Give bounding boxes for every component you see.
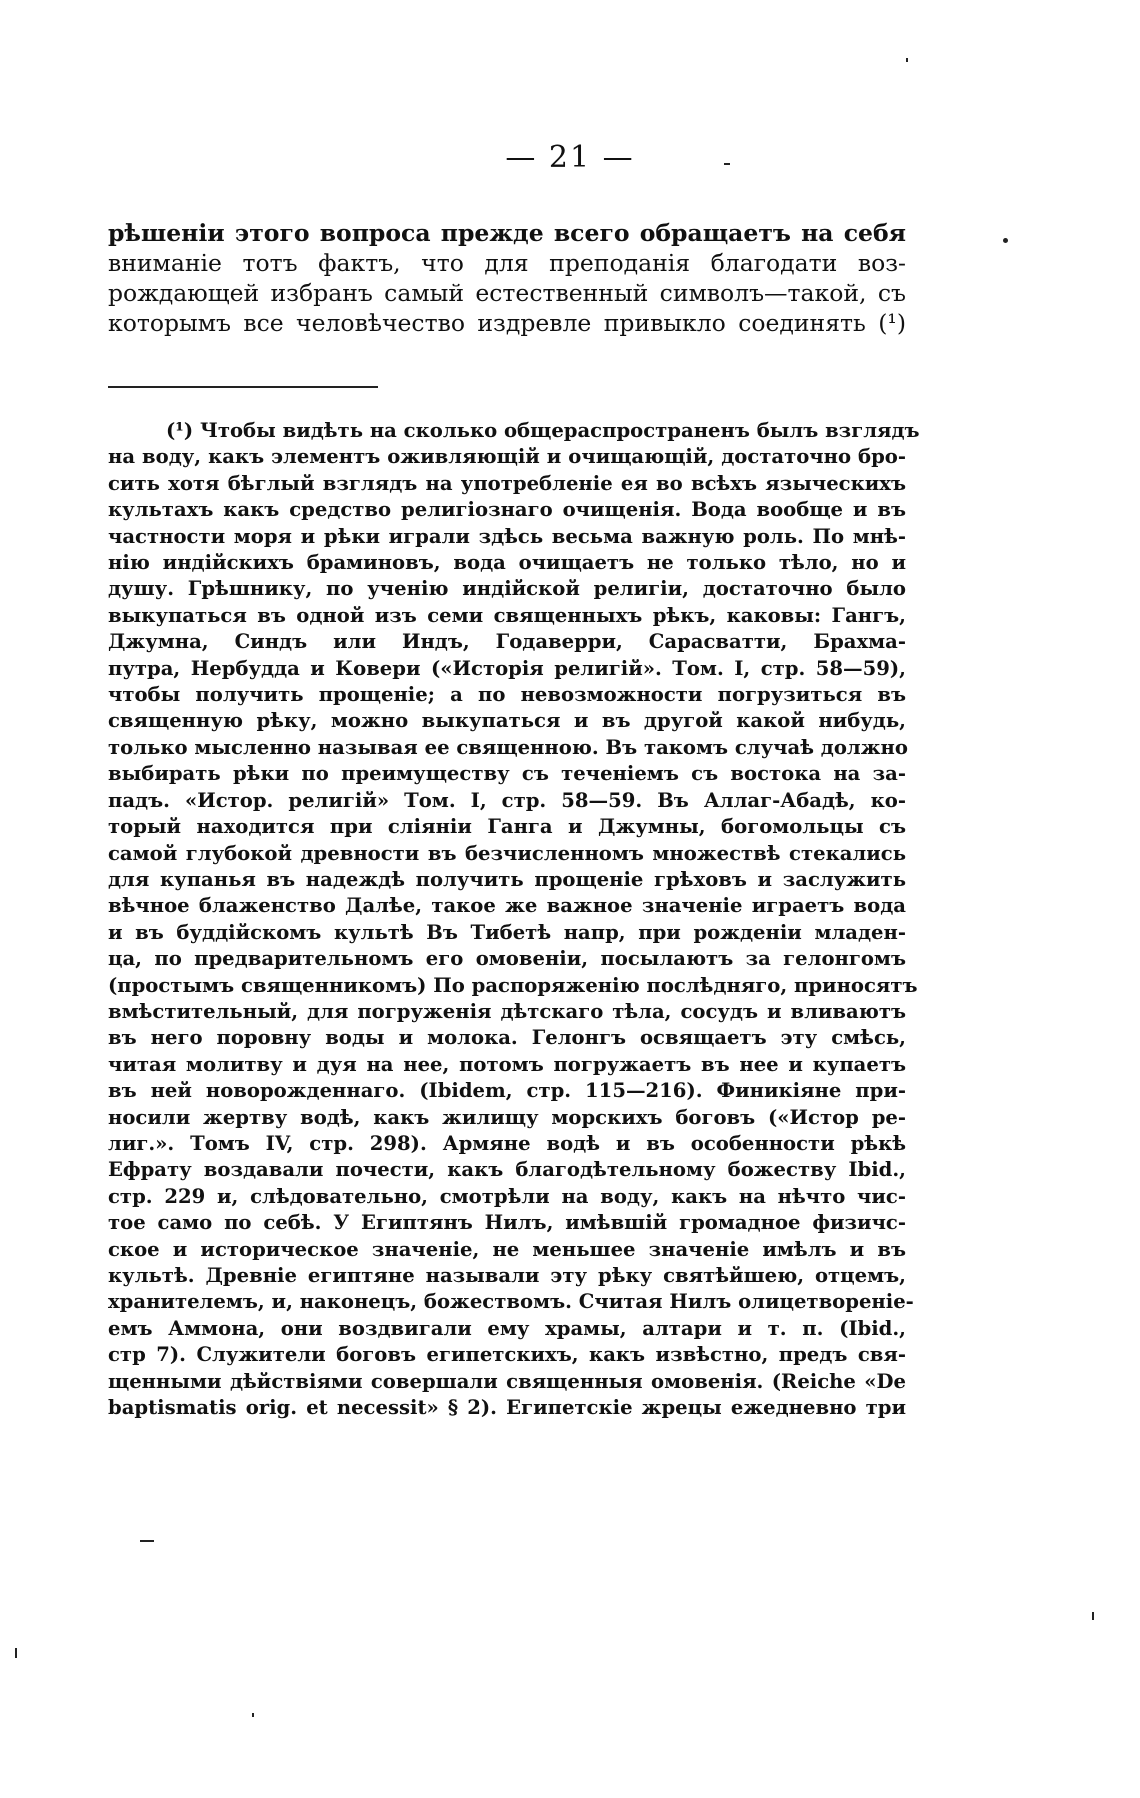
footnote-line: Джумна, Синдъ или Индъ, Годаверри, Сарасватти, Брахма- [108,630,906,654]
footnote-line: выкупаться въ одной изъ семи священныхъ рѣкъ, каковы: Гангъ, [108,603,906,627]
footnote-line: тое само по себѣ. У Египтянъ Нилъ, имѣвшій громадное физичс- [108,1211,906,1235]
scan-speck [252,1713,254,1717]
footnote-line: baptismatis orig. et necessit» § 2). Египетскіе жрецы ежедневно три [108,1396,906,1420]
main-text-line: рѣшеніи этого вопроса прежде всего обращаетъ на себя [108,219,906,247]
footnote-line: чтобы получить прощеніе; а по невозможности погрузиться въ [108,683,906,707]
scan-speck [140,1540,154,1542]
footnote-line: (простымъ священникомъ) По распоряженію послѣдняго, приносятъ [108,973,918,997]
footnote-line: путра, Нербудда и Ковери («Исторія религій». Том. I, стр. 58—59), [108,656,906,680]
footnote-line: ское и историческое значеніе, не меньшее значеніе имѣлъ и въ [108,1237,906,1261]
footnote-line: въ него поровну воды и молока. Гелонгъ освящаетъ эту смѣсь, [108,1026,906,1050]
scan-speck [906,58,908,62]
footnote-line: въ ней новорожденнаго. (Ibidem, стр. 115—216). Финикіяне при- [108,1079,906,1103]
footnote-line: сить хотя бѣглый взглядъ на употребленіе ея во всѣхъ языческихъ [108,471,906,495]
footnote-line: щенными дѣйствіями совершали священныя омовенія. (Reiche «De [108,1369,906,1393]
main-text-line: вниманіе тотъ фактъ, что для преподанія благодати воз- [108,249,906,277]
footnote-line: самой глубокой древности въ безчисленномъ множествѣ стекались [108,841,906,865]
scan-speck [724,163,730,165]
footnote-line: и въ буддійскомъ культѣ Въ Тибетѣ напр, при рожденіи младен- [108,920,906,944]
footnote-line: вѣчное блаженство Далѣе, такое же важное значеніе играетъ вода [108,894,906,918]
page-number: — 21 — [505,140,635,175]
footnote-line: падъ. «Истор. религій» Том. I, стр. 58—59. Въ Аллаг-Абадѣ, ко- [108,788,906,812]
scan-speck [1092,1612,1094,1620]
footnote [108,418,920,1421]
footnote-line: ца, по предварительномъ его омовеніи, посылаютъ за гелонгомъ [108,947,906,971]
footnote-line: лиг.». Томъ IV, стр. 298). Армяне водѣ и въ особенности рѣкѣ [108,1131,906,1155]
main-text-line: рождающей избранъ самый естественный символъ—такой, съ [108,279,906,307]
footnote-line: священную рѣку, можно выкупаться и въ другой какой нибудь, [108,709,906,733]
footnote-line: душу. Грѣшнику, по ученію индійской религіи, достаточно было [108,577,906,601]
footnote-line: хранителемъ, и, наконецъ, божествомъ. Считая Нилъ олицетвореніе- [108,1290,914,1314]
footnote-line: носили жертву водѣ, какъ жилищу морскихъ боговъ («Истор ре- [108,1105,906,1129]
footnote-line: читая молитву и дуя на нее, потомъ погружаетъ въ нее и купаетъ [108,1052,906,1076]
scan-speck [1003,238,1008,243]
main-text-line: которымъ все человѣчество издревле привыкло соединять (¹) [108,309,906,337]
footnote-line: выбирать рѣки по преимуществу съ теченіемъ съ востока на за- [108,762,906,786]
footnote-line: на воду, какъ элементъ оживляющій и очищающій, достаточно бро- [108,445,906,469]
main-text [108,218,906,338]
footnote-line: Ефрату воздавали почести, какъ благодѣтельному божеству Ibid., [108,1158,906,1182]
footnote-line: (¹) Чтобы видѣть на сколько общераспространенъ былъ взглядъ [166,419,920,442]
footnote-line: только мысленно называя ее священною. Въ такомъ случаѣ должно [108,735,908,759]
footnote-separator [108,386,378,388]
footnote-line: торый находится при сліяніи Ганга и Джумны, богомольцы съ [108,815,906,839]
footnote-line: вмѣстительный, для погруженія дѣтскаго тѣла, сосудъ и вливаютъ [108,999,906,1023]
footnote-line: культахъ какъ средство религіознаго очищенія. Вода вообще и въ [108,498,906,522]
footnote-line: нію индійскихъ браминовъ, вода очищаетъ не только тѣло, но и [108,551,906,575]
scan-speck [15,1648,17,1658]
footnote-line: емъ Аммона, они воздвигали ему храмы, алтари и т. п. (Ibid., [108,1316,906,1340]
footnote-line: стр. 229 и, слѣдовательно, смотрѣли на воду, какъ на нѣчто чис- [108,1184,906,1208]
footnote-line: стр 7). Служители боговъ египетскихъ, какъ извѣстно, предъ свя- [108,1343,906,1367]
footnote-line: частности моря и рѣки играли здѣсь весьма важную роль. По мнѣ- [108,524,906,548]
footnote-line: для купанья въ надеждѣ получить прощеніе грѣховъ и заслужить [108,867,906,891]
footnote-line: культѣ. Древніе египтяне называли эту рѣку святѣйшею, отцемъ, [108,1264,906,1287]
